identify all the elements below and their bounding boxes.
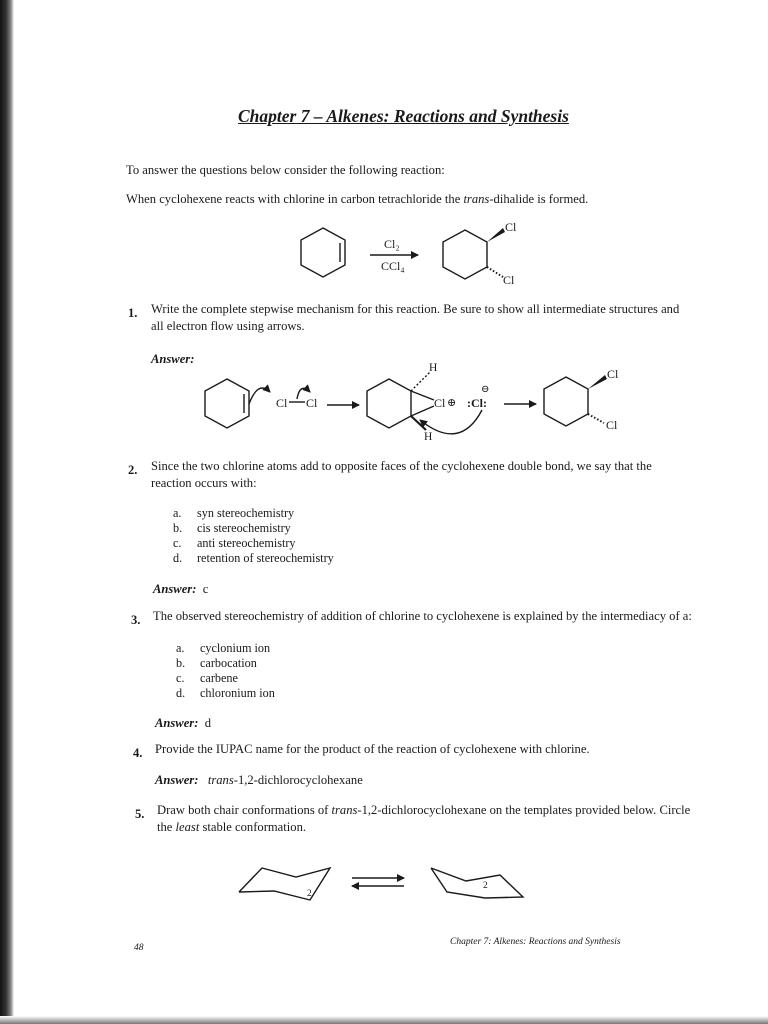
q3-option-d-text: chloronium ion <box>200 686 275 700</box>
q4-answer-ital: trans <box>207 773 234 787</box>
reagent-bottom-label: CCl₄ <box>381 259 405 273</box>
mech-h-bottom-label: H <box>424 431 433 443</box>
chair-1-label: 2 <box>307 889 312 899</box>
footer-running-title: Chapter 7: Alkenes: Reactions and Synthesis <box>450 937 621 947</box>
intro-line-2-post: -dihalide is formed. <box>489 192 589 206</box>
wedge-bond-top <box>487 228 505 242</box>
q2-option-c-text: anti stereochemistry <box>197 536 296 550</box>
q1-number: 1. <box>128 306 138 320</box>
q4-answer-label: Answer: <box>155 773 199 787</box>
q1-answer-label: Answer: <box>151 352 195 366</box>
q1-text-line-1: Write the complete stepwise mechanism for this reaction. Be sure to show all intermediate structures and <box>151 302 680 316</box>
mech-chloronium-label: Cl <box>434 396 446 410</box>
intro-line-2-ital: trans <box>463 192 490 206</box>
mech-product-ring <box>544 377 588 426</box>
q3-option-b-text: carbocation <box>200 656 257 670</box>
mechanism-diagram <box>205 372 607 434</box>
chair-templates <box>239 868 523 900</box>
q1-text-line-2: all electron flow using arrows. <box>151 319 305 333</box>
q5-line2-post: stable conformation. <box>199 820 307 834</box>
cyclohexene-structure <box>301 228 345 277</box>
mech-chloride-label: :Cl: <box>467 396 487 410</box>
q4-text: Provide the IUPAC name for the product of the reaction of cyclohexene with chlorine. <box>155 742 590 756</box>
footer-page-number: 48 <box>134 943 144 953</box>
q3-option-d-letter: d. <box>176 686 186 700</box>
dichloride-product-structure <box>443 230 487 279</box>
q2-option-a-letter: a. <box>173 506 182 520</box>
q5-line2-ital: least <box>175 820 200 834</box>
q4-number: 4. <box>133 746 143 760</box>
q2-option-d-text: retention of stereochemistry <box>197 551 334 565</box>
q2-answer-label: Answer: <box>153 582 197 596</box>
q5-number: 5. <box>135 807 145 821</box>
mech-product-cl-top-label: Cl <box>607 367 619 381</box>
q2-number: 2. <box>128 463 138 477</box>
q3-option-c-text: carbene <box>200 671 238 685</box>
mech-product-hash <box>588 414 604 423</box>
q5-text-post: -1,2-dichlorocyclohexane on the templates provided below. Circle <box>357 803 691 817</box>
mech-bridge-top <box>411 391 434 400</box>
q3-answer-value: d <box>204 716 211 730</box>
product-cl-top-label: Cl <box>505 220 517 234</box>
mech-product-cl-bottom-label: Cl <box>606 418 618 432</box>
chair-template-2 <box>431 868 523 898</box>
chapter-title: Chapter 7 – Alkenes: Reactions and Synthesis <box>238 106 569 126</box>
q2-option-b-text: cis stereochemistry <box>197 521 291 535</box>
q3-option-c-letter: c. <box>176 671 185 685</box>
q5-text-pre: Draw both chair conformations of <box>157 803 332 817</box>
product-cl-bottom-label: Cl <box>503 273 515 287</box>
q5-line2-pre: the <box>157 820 176 834</box>
q2-option-b-letter: b. <box>173 521 183 535</box>
mech-product-wedge <box>588 375 607 389</box>
chair-2-label: 2 <box>483 881 488 891</box>
q2-option-a-text: syn stereochemistry <box>197 506 295 520</box>
mech-c-h-top <box>411 372 430 391</box>
q3-answer-label: Answer: <box>155 716 199 730</box>
q5-text-ital: trans <box>331 803 358 817</box>
mech-h-top-label: H <box>429 362 438 374</box>
mech-cl-right-label: Cl <box>306 396 318 410</box>
q3-option-a-letter: a. <box>176 641 185 655</box>
mech-curved-arrow-1 <box>249 388 270 404</box>
hash-bond-bottom <box>487 267 503 277</box>
q2-text-line-2: reaction occurs with: <box>151 476 257 490</box>
mech-bridge-bottom <box>411 406 434 416</box>
intro-line-1: To answer the questions below consider the following reaction: <box>126 163 445 177</box>
intro-line-2-pre: When cyclohexene reacts with chlorine in carbon tetrachloride the <box>126 192 464 206</box>
reagent-top-label: Cl₂ <box>384 237 400 251</box>
mech-plus-charge: ⊕ <box>447 397 457 409</box>
mech-intermediate-ring <box>367 379 411 428</box>
mech-cl-left-label: Cl <box>276 396 288 410</box>
mech-minus-charge: ⊖ <box>481 384 490 395</box>
q3-option-a-text: cyclonium ion <box>200 641 271 655</box>
mech-cyclohexene-structure <box>205 379 249 428</box>
q3-number: 3. <box>131 613 141 627</box>
q2-option-d-letter: d. <box>173 551 183 565</box>
q2-answer-value: c <box>202 582 209 596</box>
q3-option-b-letter: b. <box>176 656 186 670</box>
q2-option-c-letter: c. <box>173 536 182 550</box>
q3-text: The observed stereochemistry of addition of chlorine to cyclohexene is explained by the intermediacy of a: <box>153 609 692 623</box>
q2-text-line-1: Since the two chlorine atoms add to opposite faces of the cyclohexene double bond, we say that the <box>151 459 652 473</box>
chair-template-1 <box>239 868 330 900</box>
q4-answer-rest: -1,2-dichlorocyclohexane <box>233 773 363 787</box>
